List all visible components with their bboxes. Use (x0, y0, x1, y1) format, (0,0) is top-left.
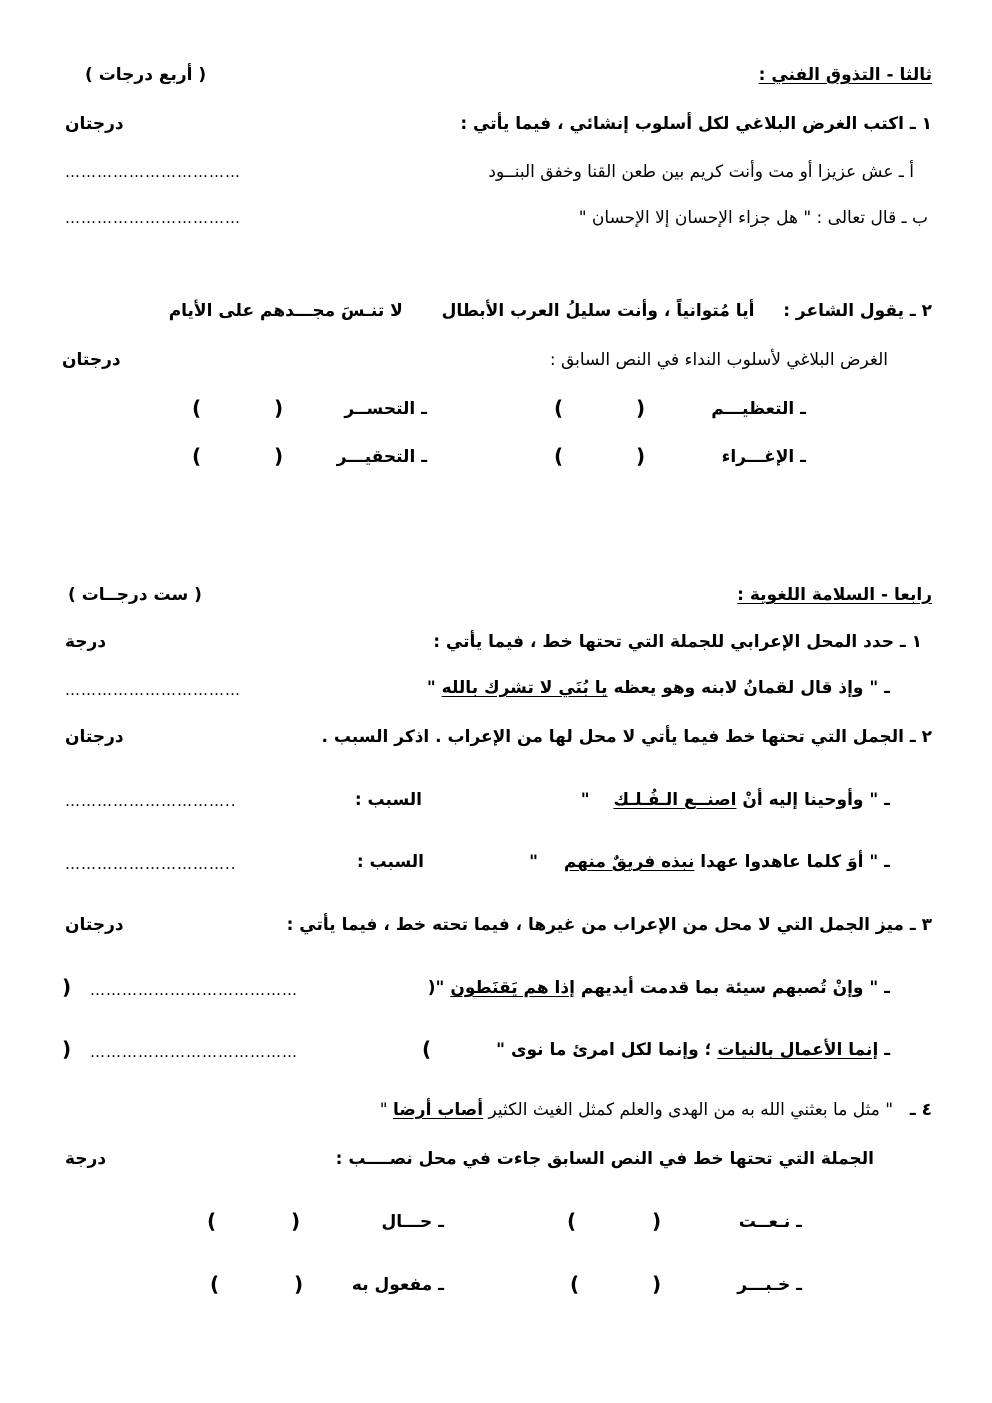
s4-q3-points: درجتان (65, 915, 124, 935)
section3-points: ( أربع درجات ) (85, 65, 207, 85)
s4-q4-option-adjective-close: ( (567, 1209, 577, 1233)
s4-q4-option-predicate: ـ خـبـــر (737, 1275, 802, 1295)
s4-q2-s1-underlined: اصنــع الـفُـلـك (613, 790, 737, 810)
s3-q2-points: درجتان (62, 350, 121, 370)
s3-q2-option-regret-close: ( (192, 396, 202, 420)
s4-q2-s1 (581, 789, 890, 811)
s4-q4-option-circumstantial: ـ حـــال (381, 1212, 444, 1232)
s3-q2-option-belittle-close: ( (192, 444, 202, 468)
s4-q3-s2-start: ـ (884, 1040, 890, 1060)
s3-q2-prompt: الغرض البلاغي لأسلوب النداء في النص السابق : (549, 350, 888, 370)
s4-q1-answer-line[interactable]: …………………………… (65, 681, 241, 699)
s4-q2-label: ٢ ـ الجمل التي تحتها خط فيما يأتي لا محل لها من الإعراب . اذكر السبب . (321, 727, 932, 747)
s4-q2-s2-underlined: نبذه فريقٌ منهم (563, 852, 695, 872)
s3-q2-option-regret-open: ) (274, 396, 284, 420)
s4-q4-option-circumstantial-close: ( (207, 1209, 217, 1233)
s3-q2-option-regret: ـ التحســر (344, 399, 427, 419)
s3-q2-option-belittle-open: ) (274, 444, 284, 468)
s3-q1-b-answer-line[interactable]: …………………………… (65, 209, 241, 227)
s4-q2-s2-start: ـ " أوَ كلما عاهدوا عهدا (700, 852, 890, 872)
s4-q4-option-predicate-open: ) (652, 1272, 662, 1296)
s4-q3-s2-paren-close: ) (62, 1037, 72, 1061)
s4-q2-s1-end: " (580, 790, 590, 810)
s4-q3-s1 (428, 977, 890, 999)
s4-q2-s1-reason-label: السبب : (354, 790, 422, 810)
s4-q4-option-adjective: ـ نـعــت (738, 1212, 802, 1232)
s4-q2-s2 (529, 851, 890, 873)
s4-q2-s2-answer-line[interactable]: ………………………….. (65, 855, 237, 873)
s4-q4-points: درجة (65, 1149, 107, 1169)
s3-q2-option-tempt-open: ) (636, 444, 646, 468)
s4-q4-option-object: ـ مفعول به (351, 1275, 444, 1295)
s4-q3-s2-paren-open: ( (422, 1037, 432, 1061)
s4-q4-prompt: الجملة التي تحتها خط في النص السابق جاءت في محل نصــــب : (335, 1149, 874, 1169)
s3-q2-verse1: أيا مُتوانياً ، وأنت سليلُ العرب الأبطال (441, 301, 755, 321)
s4-q3-s1-paren-close: ) (62, 975, 72, 999)
s4-q4-text-end: " (379, 1100, 388, 1120)
section3-title-text: ثالثا - التذوق الفني : (758, 65, 932, 85)
section4-title (737, 584, 932, 606)
s3-q2-option-glorify-open: ) (636, 396, 646, 420)
s4-q1-points: درجة (65, 632, 107, 652)
s4-q4-number: ٤ ـ (909, 1100, 932, 1120)
s4-q2-points: درجتان (65, 727, 124, 747)
s4-q4-option-object-close: ( (210, 1272, 220, 1296)
s4-q4-option-adjective-open: ) (652, 1209, 662, 1233)
s3-q2-intro (169, 300, 932, 322)
s3-q2-option-glorify: ـ التعظيـــم (711, 399, 806, 419)
section3-title (759, 64, 932, 86)
s4-q1-sentence-start: ـ " وإذ قال لقمانُ لابنه وهو يعظه (613, 678, 890, 698)
s4-q3-s2-answer-line[interactable]: ………………………………… (90, 1043, 298, 1061)
s4-q1-sentence-end: " (426, 678, 436, 698)
s4-q3-s1-start: ـ " وإنْ تُصبهم سيئة بما قدمت أيديهم (580, 978, 890, 998)
s4-q3-s2-underlined: إنما الأعمال بالنيات (717, 1040, 879, 1060)
section4-title-text: رابعا - السلامة اللغوية : (737, 585, 932, 605)
s4-q4-option-predicate-close: ( (570, 1272, 580, 1296)
s4-q1-sentence-underlined: يا بُنَي لا تشرك بالله (441, 678, 608, 698)
s4-q2-s2-end: " (529, 852, 539, 872)
s3-q2-option-glorify-close: ( (554, 396, 564, 420)
s3-q1-a-answer-line[interactable]: …………………………… (65, 163, 241, 181)
s4-q2-s1-start: ـ " وأوحينا إليه أنْ (742, 790, 890, 810)
s4-q4-option-object-open: ) (294, 1272, 304, 1296)
s4-q3-s2 (496, 1039, 890, 1061)
s4-q1-sentence (427, 677, 890, 699)
s4-q4-text-start: " مثل ما بعثني الله به من الهدى والعلم كمثل الغيث الكثير (488, 1100, 894, 1120)
s3-q1-a: أ ـ عش عزيزا أو مت وأنت كريم بين طعن القنا وخفق البنــود (488, 162, 914, 182)
s4-q4-text (380, 1099, 932, 1121)
s3-q1-b: ب ـ قال تعالى : " هل جزاء الإحسان إلا الإحسان " (578, 208, 928, 228)
s3-q2-option-tempt: ـ الإغـــراء (721, 447, 806, 467)
s4-q3-s1-end: "( (427, 978, 445, 998)
s3-q1-points: درجتان (65, 114, 124, 134)
s4-q4-option-circumstantial-open: ) (291, 1209, 301, 1233)
s3-q2-verse2: لا تنـسَ مجـــدهم على الأيام (168, 301, 403, 321)
s4-q3-s2-end: ؛ وإنما لكل امرئ ما نوى " (496, 1040, 712, 1060)
s3-q2-option-tempt-close: ( (554, 444, 564, 468)
s3-q2-option-belittle: ـ التحقيـــر (336, 447, 427, 467)
s3-q1-label: ١ ـ اكتب الغرض البلاغي لكل أسلوب إنشائي ، فيما يأتي : (460, 114, 932, 134)
s3-q2-number: ٢ ـ يقول الشاعر : (783, 301, 932, 321)
s4-q3-label: ٣ ـ ميز الجمل التي لا محل من الإعراب من غيرها ، فيما تحته خط ، فيما يأتي : (286, 915, 932, 935)
s4-q2-s1-answer-line[interactable]: ………………………….. (65, 792, 237, 810)
s4-q1-label: ١ ـ حدد المحل الإعرابي للجملة التي تحتها خط ، فيما يأتي : (433, 632, 922, 652)
s4-q3-s1-answer-line[interactable]: ………………………………… (90, 981, 298, 999)
s4-q3-s1-underlined: إذا هم يَقنَطون (450, 978, 575, 998)
section4-points: ( ست درجــات ) (68, 585, 202, 605)
s4-q2-s2-reason-label: السبب : (356, 852, 424, 872)
s4-q4-text-underlined: أصاب أرضا (393, 1100, 484, 1120)
